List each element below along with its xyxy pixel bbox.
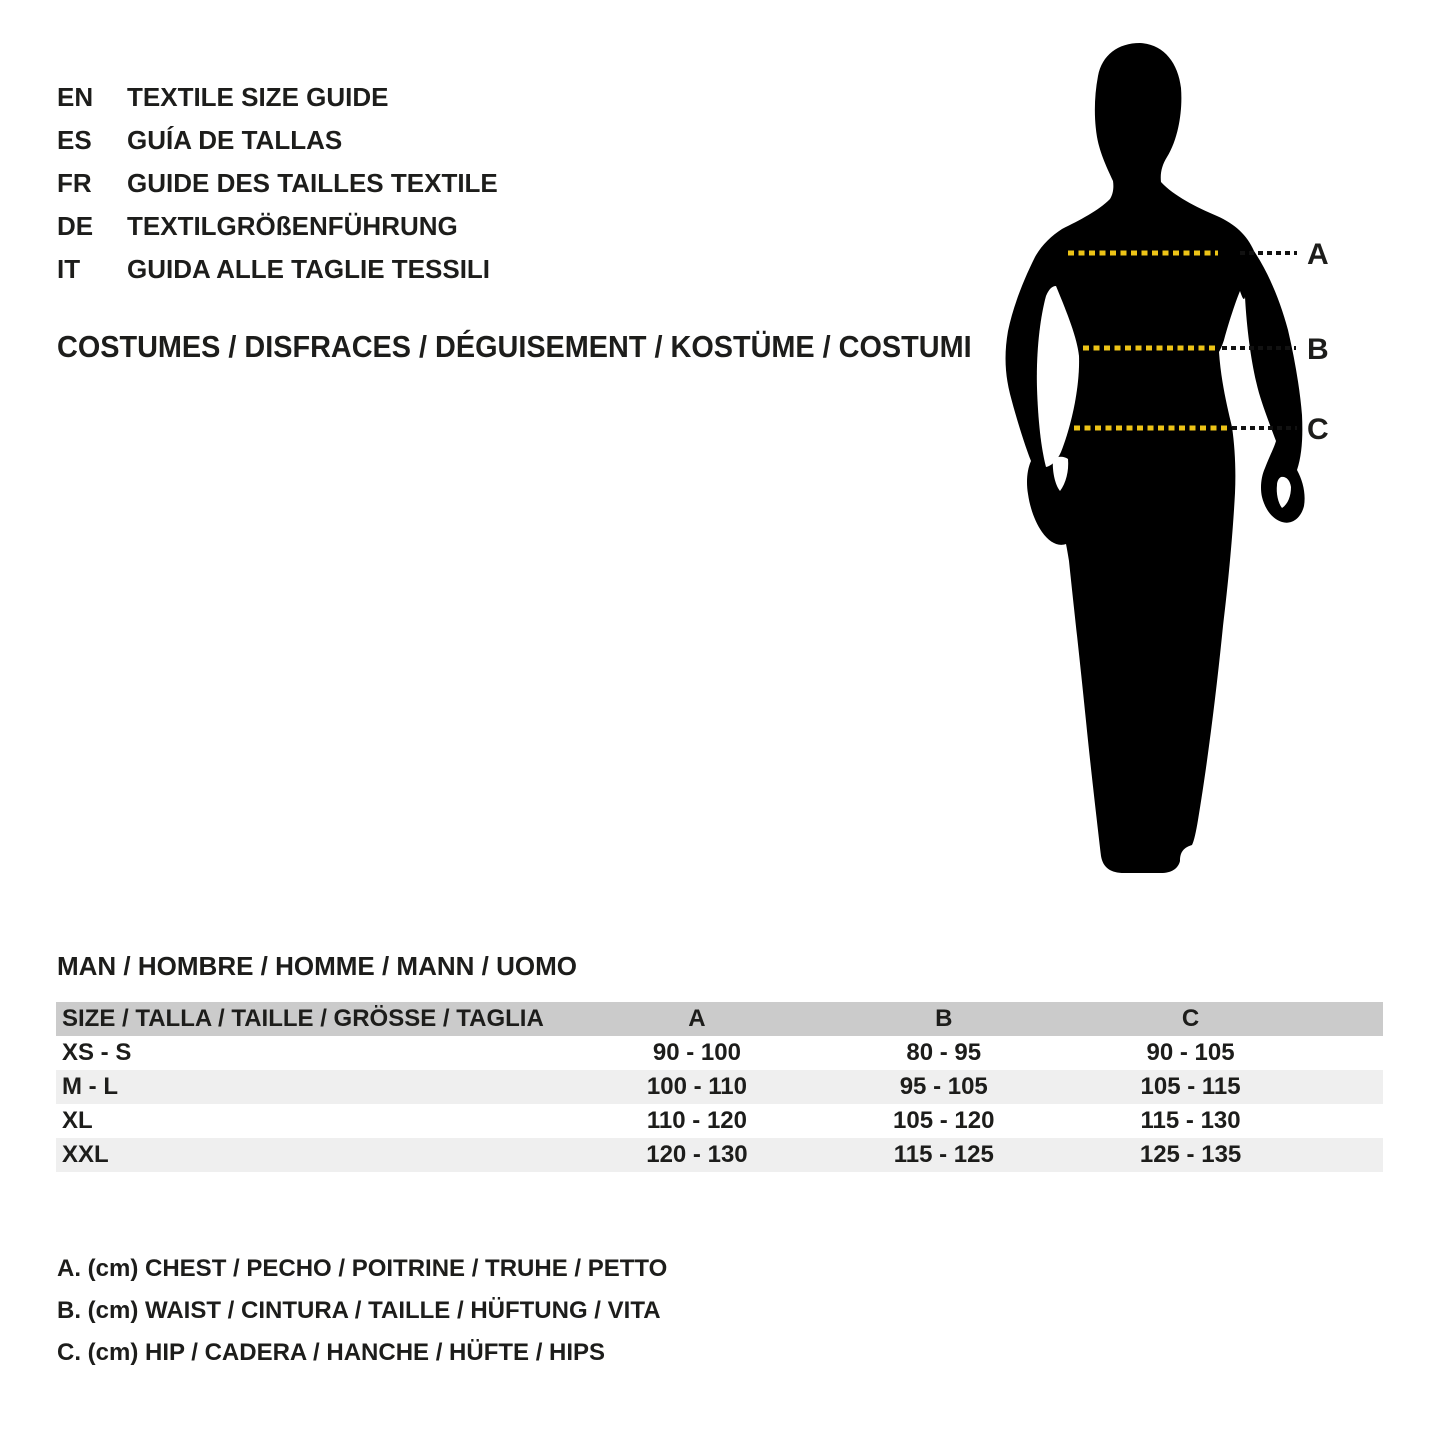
language-code: DE [57,211,94,241]
size-cell: M - L [62,1073,118,1100]
language-title-list [57,76,498,291]
value-cell-c: 105 - 115 [1140,1073,1241,1100]
spacer-cell [1314,1002,1383,1036]
size-cell: XXL [62,1141,109,1168]
value-cell-b: 105 - 120 [893,1107,995,1134]
language-row-fr [57,162,498,205]
value-cell-a: 120 - 130 [646,1141,748,1168]
marker-label-c: C [1307,413,1329,446]
size-table-header [56,1002,1383,1036]
spacer-cell [1314,1138,1383,1172]
table-row-xl [56,1104,1383,1138]
male-silhouette-figure [985,30,1360,915]
marker-label-b: B [1307,333,1329,366]
language-code: ES [57,125,92,155]
size-cell: XL [62,1107,93,1134]
header-row [56,1002,1383,1036]
guide-title-fr: GUIDE DES TAILLES TEXTILE [127,168,498,198]
table-row-m-l [56,1070,1383,1104]
size-table [56,1002,1383,1172]
table-row-xs-s [56,1036,1383,1070]
language-row-en [57,76,498,119]
legend-chest: A. (cm) CHEST / PECHO / POITRINE / TRUHE / PETTO [57,1255,668,1282]
value-cell-b: 95 - 105 [899,1073,988,1100]
spacer-cell [1314,1070,1383,1104]
category-title [57,329,1040,365]
value-cell-a: 110 - 120 [646,1107,747,1134]
header-cell-a: A [688,1005,706,1032]
marker-label-a: A [1307,238,1329,271]
spacer-cell [1314,1104,1383,1138]
value-cell-b: 115 - 125 [893,1141,994,1168]
category-title-text: COSTUMES / DISFRACES / DÉGUISEMENT / KOSTÜME / COSTUMI [57,329,972,364]
value-cell-b: 80 - 95 [906,1039,982,1066]
language-code: EN [57,82,94,112]
size-cell: XS - S [62,1039,132,1066]
language-code: IT [57,254,81,284]
guide-title-es: GUÍA DE TALLAS [127,125,343,155]
guide-title-it: GUIDA ALLE TAGLIE TESSILI [127,254,491,284]
language-code: FR [57,168,92,198]
value-cell-c: 90 - 105 [1146,1039,1235,1066]
header-cell-b: B [935,1005,953,1032]
guide-title-de: TEXTILGRÖßENFÜHRUNG [127,211,458,241]
language-row-it [57,248,498,291]
legend-hip: C. (cm) HIP / CADERA / HANCHE / HÜFTE / HIPS [57,1339,606,1366]
header-cell-size: SIZE / TALLA / TAILLE / GRÖSSE / TAGLIA [62,1005,544,1032]
legend-waist: B. (cm) WAIST / CINTURA / TAILLE / HÜFTUNG / VITA [57,1297,661,1324]
value-cell-a: 100 - 110 [646,1073,747,1100]
language-row-de [57,205,498,248]
guide-title-en: TEXTILE SIZE GUIDE [127,82,389,112]
value-cell-a: 90 - 100 [652,1039,741,1066]
value-cell-c: 115 - 130 [1140,1107,1241,1134]
spacer-cell [1314,1036,1383,1070]
header-cell-c: C [1181,1005,1200,1032]
language-row-es [57,119,498,162]
measurement-legend [57,1248,667,1374]
table-row-xxl [56,1138,1383,1172]
value-cell-c: 125 - 135 [1139,1141,1242,1168]
section-label-man: MAN / HOMBRE / HOMME / MANN / UOMO [57,951,577,981]
